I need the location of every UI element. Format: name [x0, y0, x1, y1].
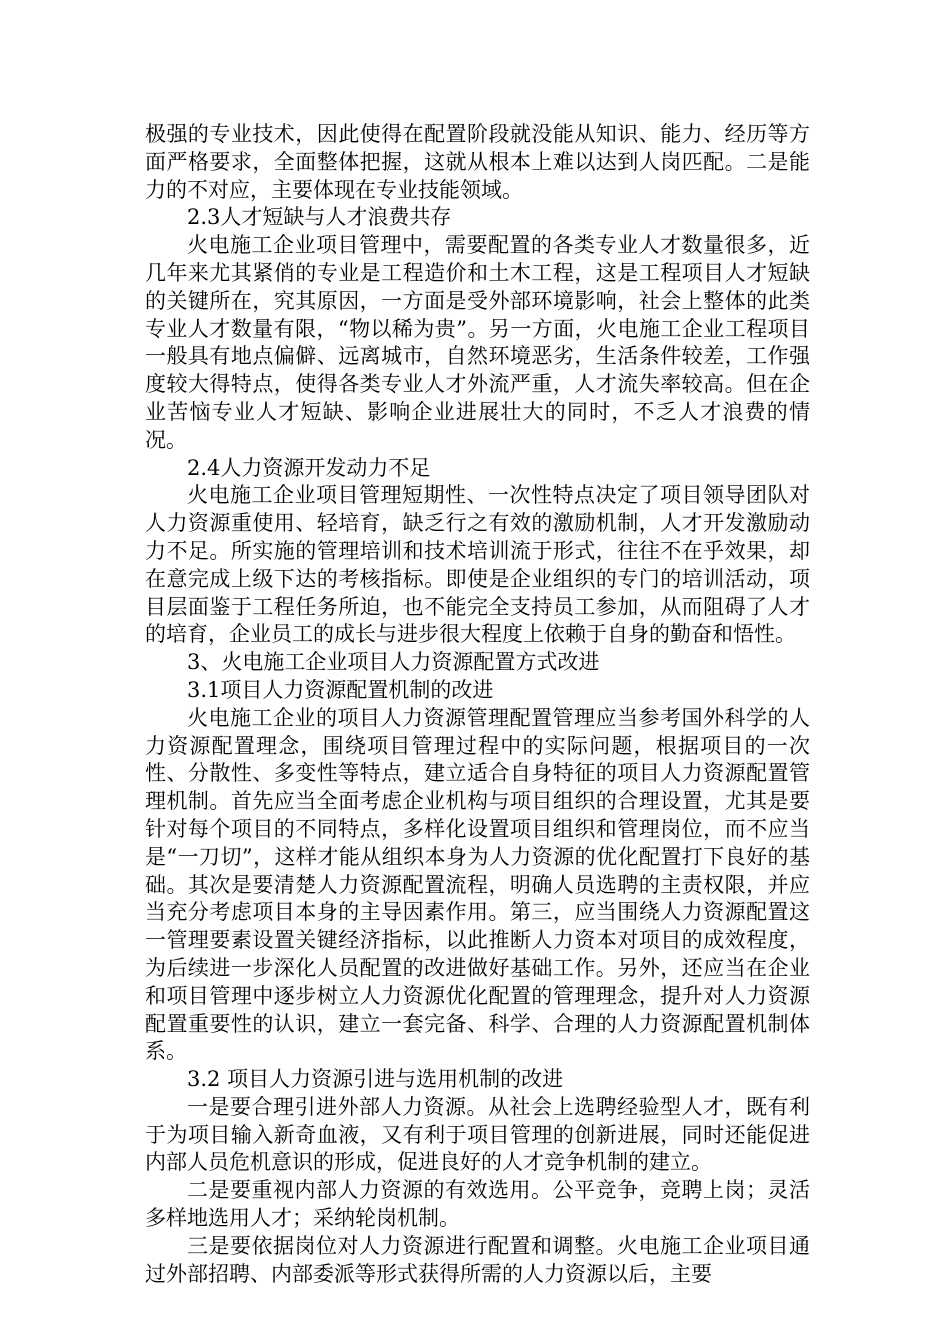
paragraph-internal-selection: 二是要重视内部人力资源的有效选用。公平竞争，竞聘上岗；灵活多样地选用人才；采纳轮岗机制。 — [145, 1178, 810, 1231]
paragraph-external-recruitment: 一是要合理引进外部人力资源。从社会上选聘经验型人才，既有利于为项目输入新奇血液，又有利于项目管理的创新进展，同时还能促进内部人员危机意识的形成，促进良好的人才竞争机制的建立。 — [145, 1094, 810, 1175]
section-heading-2-4: 2.4人力资源开发动力不足 — [187, 455, 431, 480]
paragraph-continuation: 极强的专业技术，因此使得在配置阶段就没能从知识、能力、经历等方面严格要求，全面整体把握，这就从根本上难以达到人岗匹配。二是能力的不对应，主要体现在专业技能领域。 — [145, 122, 810, 202]
paragraph-position-adjustment: 三是要依据岗位对人力资源进行配置和调整。火电施工企业项目通过外部招聘、内部委派等形式获得所需的人力资源以后，主要 — [145, 1233, 810, 1286]
section-heading-3: 3、火电施工企业项目人力资源配置方式改进 — [187, 650, 600, 675]
paragraph-development-motivation: 火电施工企业项目管理短期性、一次性特点决定了项目领导团队对人力资源重使用、轻培育，缺乏行之有效的激励机制，人才开发激励动力不足。所实施的管理培训和技术培训流于形式，往往不在乎效果，却在意完成上级下达的考核指标。即使是企业组织的专门的培训活动，项目层面鉴于工程任务所迫，也不能完全支持员工参加，从而阻碍了人才的培育，企业员工的成长与进步很大程度上依赖于自身的勤奋和悟性。 — [145, 483, 810, 647]
document-page — [145, 121, 810, 1288]
section-heading-3-1: 3.1项目人力资源配置机制的改进 — [187, 677, 494, 702]
section-heading-2-3: 2.3人才短缺与人才浪费共存 — [187, 205, 452, 230]
paragraph-talent-shortage: 火电施工企业项目管理中，需要配置的各类专业人才数量很多，近几年来尤其紧俏的专业是工程造价和土木工程，这是工程项目人才短缺的关键所在，究其原因，一方面是受外部环境影响，社会上整体的此类专业人才数量有限，“物以稀为贵”。另一方面，火电施工企业工程项目一般具有地点偏僻、远离城市，自然环境恶劣，生活条件较差，工作强度较大得特点，使得各类专业人才外流严重，人才流失率较高。但在企业苦恼专业人才短缺、影响企业进展壮大的同时，不乏人才浪费的情况。 — [145, 233, 810, 452]
paragraph-allocation-mechanism: 火电施工企业的项目人力资源管理配置管理应当参考国外科学的人力资源配置理念，围绕项目管理过程中的实际问题，根据项目的一次性、分散性、多变性等特点，建立适合自身特征的项目人力资源配置管理机制。首先应当全面考虑企业机构与项目组织的合理设置，尤其是要针对每个项目的不同特点，多样化设置项目组织和管理岗位，而不应当是“一刀切”，这样才能从组织本身为人力资源的优化配置打下良好的基础。其次是要清楚人力资源配置流程，明确人员选聘的主责权限，并应当充分考虑项目本身的主导因素作用。第三，应当围绕人力资源配置这一管理要素设置关键经济指标，以此推断人力资本对项目的成效程度，为后续进一步深化人员配置的改进做好基础工作。另外，还应当在企业和项目管理中逐步树立人力资源优化配置的管理理念，提升对人力资源配置重要性的认识，建立一套完备、科学、合理的人力资源配置机制体系。 — [145, 705, 810, 1064]
section-heading-3-2: 3.2 项目人力资源引进与选用机制的改进 — [187, 1067, 564, 1092]
